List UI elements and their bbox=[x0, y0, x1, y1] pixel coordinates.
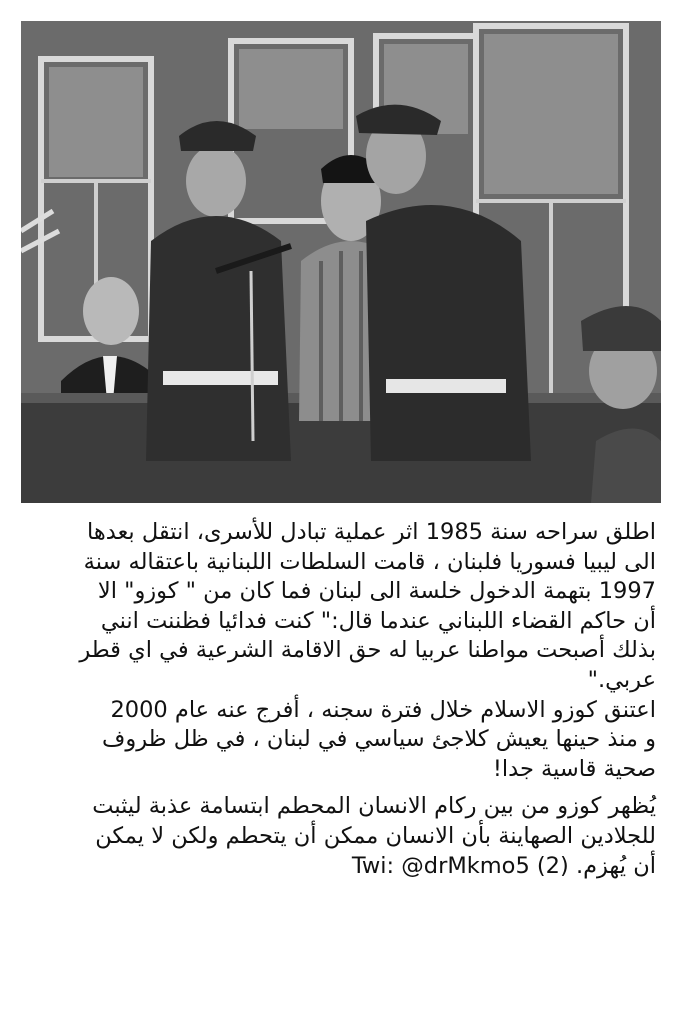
paragraph-release bbox=[30, 518, 656, 696]
text-line: صحية قاسية جدا! bbox=[492, 755, 656, 782]
text-line: عربي." bbox=[587, 666, 656, 693]
text-line: يُظهر كوزو من بين ركام الانسان المحطم ابتسامة عذبة ليثبت bbox=[92, 793, 656, 820]
text-line: 1997 بتهمة الدخول خلسة الى لبنان فما كان من " كوزو" الا bbox=[97, 578, 656, 605]
text-line: للجلادين الصهاينة بأن الانسان ممكن أن يتحطم ولكن لا يمكن bbox=[95, 822, 656, 849]
courtroom-photo bbox=[21, 21, 661, 503]
text-line: أن حاكم القضاء اللبناني عندما قال:" كنت فدائيا فظننت انني bbox=[100, 607, 656, 634]
text-line: اطلق سراحه سنة 1985 اثر عملية تبادل للأسرى، انتقل بعدها bbox=[87, 519, 656, 545]
last-line-arabic: أن يُهزم. bbox=[575, 852, 656, 879]
text-line: و منذ حينها يعيش كلاجئ سياسي في لبنان ، في ظل ظروف bbox=[102, 726, 656, 753]
text-line: الى ليبيا فسوريا فلبنان ، قامت السلطات اللبنانية باعتقاله سنة bbox=[83, 548, 656, 575]
paragraph-smile bbox=[30, 792, 656, 881]
text-line-last bbox=[30, 852, 656, 882]
article-text bbox=[30, 518, 656, 881]
text-line: اعتنق كوزو الاسلام خلال فترة سجنه ، أفرج عنه عام 2000 bbox=[110, 696, 656, 723]
text-line: بذلك أصبحت مواطنا عربيا له حق الاقامة الشرعية في اي قطر bbox=[79, 637, 656, 664]
twitter-signature: Twi: @drMkmo5 (2) bbox=[351, 852, 569, 879]
paragraph-islam bbox=[30, 696, 656, 785]
